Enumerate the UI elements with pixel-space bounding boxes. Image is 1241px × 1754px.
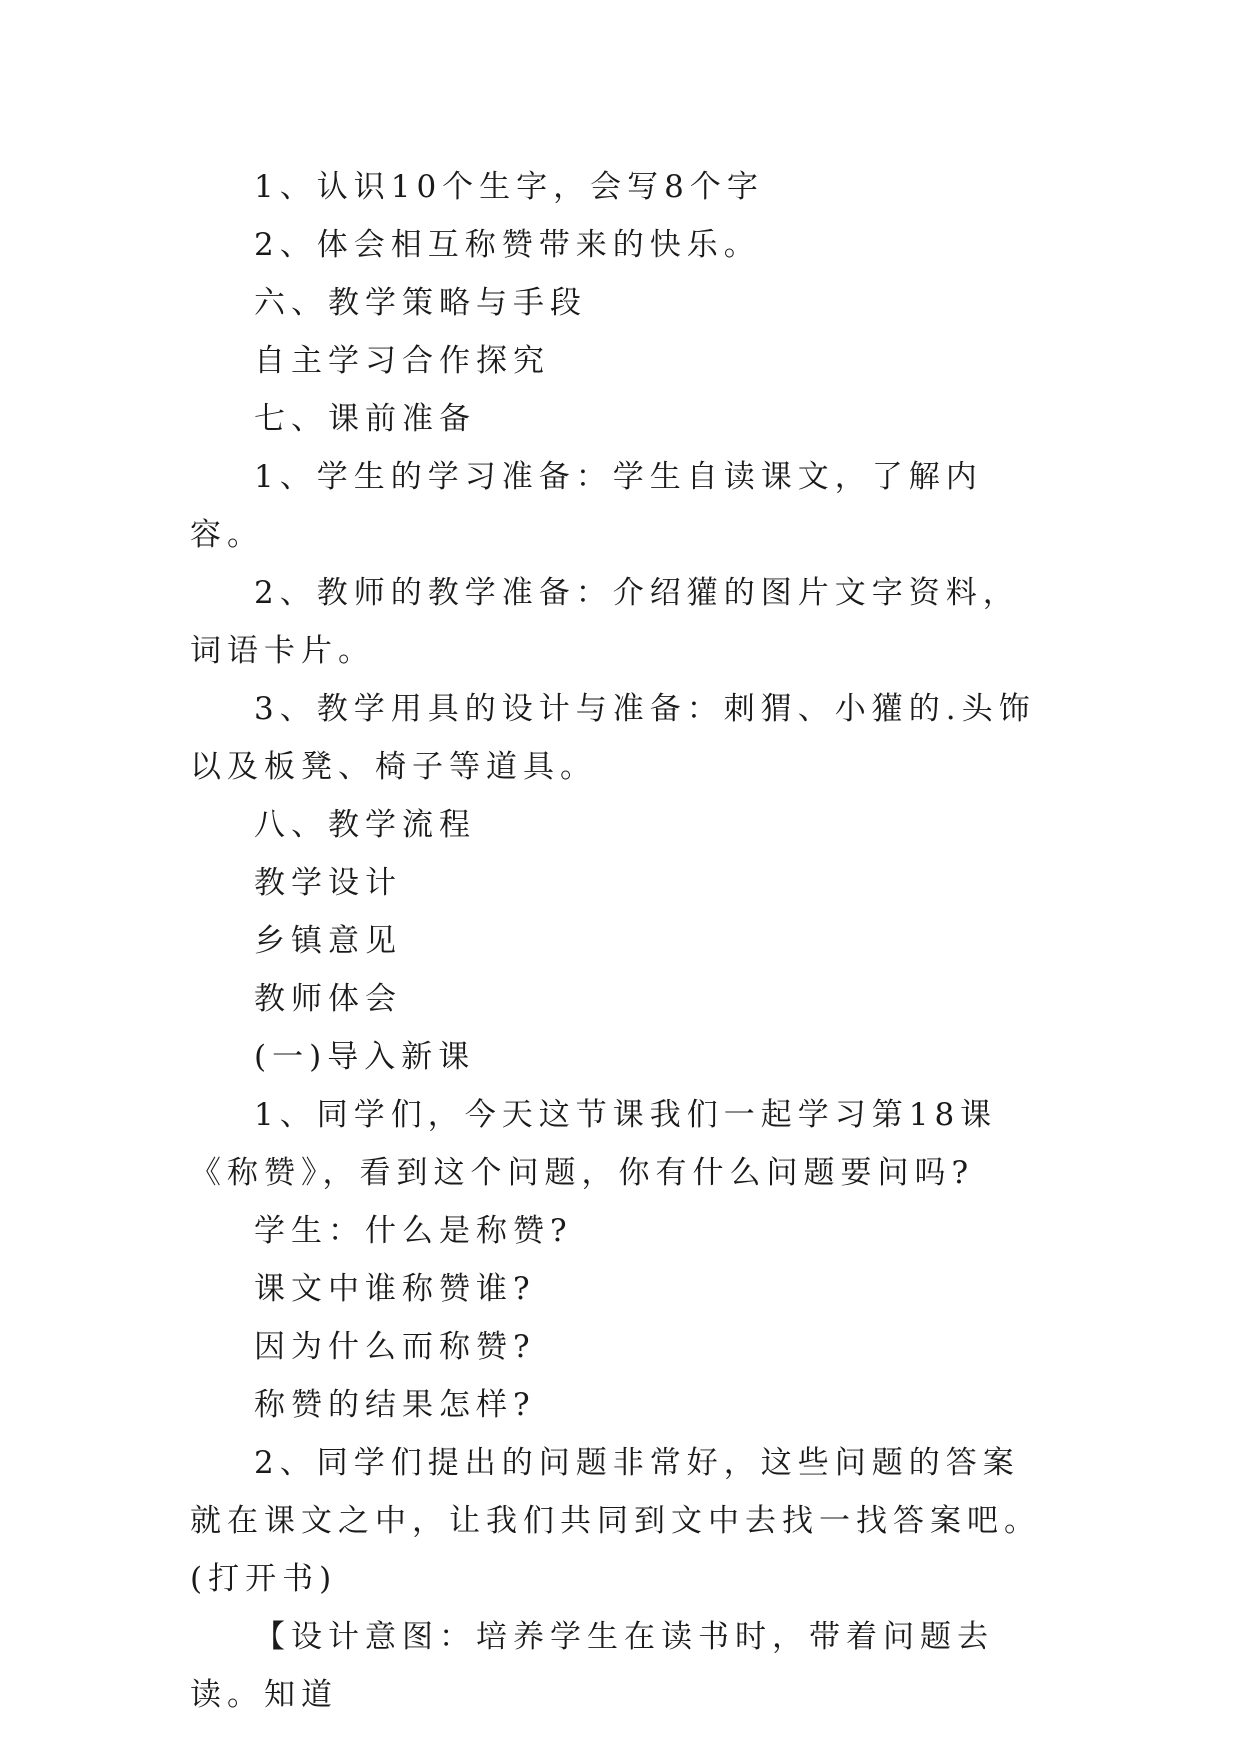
paragraph: 教学设计 bbox=[254, 865, 402, 901]
paragraph: 自主学习合作探究 bbox=[254, 343, 550, 379]
paragraph: 1、认识10个生字，会写8个字 bbox=[254, 169, 764, 205]
paragraph: 2、体会相互称赞带来的快乐。 bbox=[254, 227, 761, 263]
paragraph: 因为什么而称赞? bbox=[254, 1329, 536, 1365]
paragraph: 【设计意图：培养学生在读书时，带着问题去读。知道 bbox=[190, 1619, 994, 1713]
paragraph: 称赞的结果怎样? bbox=[254, 1387, 536, 1423]
paragraph: 2、教师的教学准备：介绍獾的图片文字资料，词语卡片。 bbox=[190, 575, 1020, 669]
paragraph: 1、同学们，今天这节课我们一起学习第18课《称赞》，看到这个问题，你有什么问题要问吗? bbox=[190, 1097, 998, 1191]
paragraph: 1、学生的学习准备：学生自读课文，了解内容。 bbox=[190, 459, 983, 553]
paragraph: 乡镇意见 bbox=[254, 923, 402, 959]
paragraph: 教师体会 bbox=[254, 981, 402, 1017]
section-heading: 七、课前准备 bbox=[254, 401, 476, 437]
subsection-heading: (一)导入新课 bbox=[254, 1039, 476, 1075]
paragraph: 课文中谁称赞谁? bbox=[254, 1271, 536, 1307]
document-body bbox=[190, 158, 1050, 1724]
paragraph: 3、教学用具的设计与准备：刺猬、小獾的.头饰以及板凳、椅子等道具。 bbox=[190, 691, 1036, 785]
paragraph: 2、同学们提出的问题非常好，这些问题的答案就在课文之中，让我们共同到文中去找一找答案吧。(打开书) bbox=[190, 1445, 1041, 1597]
section-heading: 六、教学策略与手段 bbox=[254, 285, 587, 321]
section-heading: 八、教学流程 bbox=[254, 807, 476, 843]
paragraph: 学生：什么是称赞? bbox=[254, 1213, 573, 1249]
